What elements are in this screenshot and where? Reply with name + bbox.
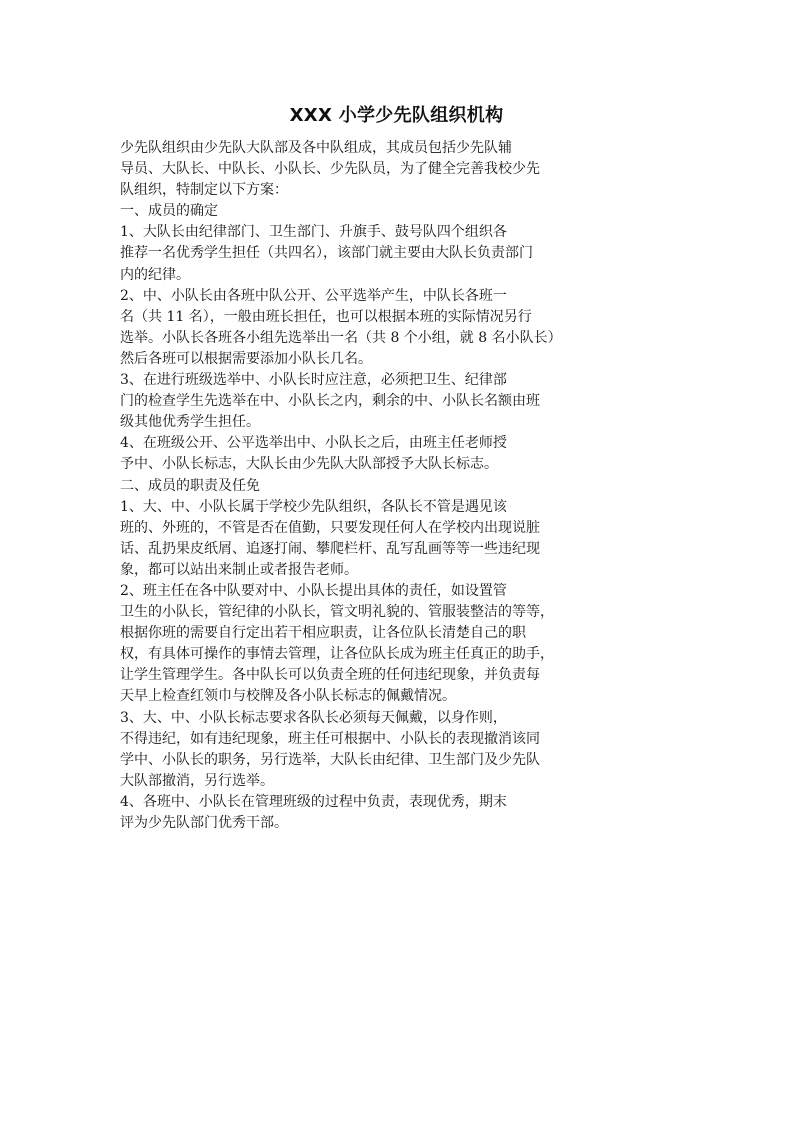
body-line: 天早上检查红领巾与校牌及各小队长标志的佩戴情况。: [120, 688, 456, 705]
body-line: 内的纪律。: [120, 266, 190, 283]
body-line: 卫生的小队长，管纪律的小队长，管文明礼貌的、管服装整洁的等等，: [120, 604, 554, 621]
body-line: 3、大、中、小队长标志要求各队长必须每天佩戴，以身作则，: [120, 709, 507, 726]
body-line: 话、乱扔果皮纸屑、追逐打闹、攀爬栏杆、乱写乱画等等一些违纪现: [120, 540, 540, 557]
body-line: 2、中、小队长由各班中队公开、公平选举产生，中队长各班一: [120, 287, 507, 304]
body-line: 大队部撤消，另行选举。: [120, 772, 274, 789]
body-line: 门的检查学生先选举在中、小队长之内，剩余的中、小队长名额由班: [120, 393, 540, 410]
body-line: 4、在班级公开、公平选举出中、小队长之后，由班主任老师授: [120, 435, 507, 452]
body-line: 推荐一名优秀学生担任（共四名），该部门就主要由大队长负责部门: [120, 245, 533, 262]
body-line: 让学生管理学生。各中队长可以负责全班的任何违纪现象，并负责每: [120, 667, 540, 684]
body-line: 1、大、中、小队长属于学校少先队组织，各队长不管是遇见该: [120, 498, 507, 515]
body-line: 根据你班的需要自行定出若干相应职责，让各位队长清楚自己的职: [120, 625, 526, 642]
section-heading: 一、成员的确定: [120, 203, 218, 220]
page-title: XXX 小学少先队组织机构: [289, 105, 504, 126]
body-line: 1、大队长由纪律部门、卫生部门、升旗手、鼓号队四个组织各: [120, 224, 507, 241]
body-line: 权，有具体可操作的事情去管理，让各位队长成为班主任真正的助手，: [120, 646, 554, 663]
body-line: 3、在进行班级选举中、小队长时应注意，必须把卫生、纪律部: [120, 372, 507, 389]
body-line: 名（共 11 名），一般由班长担任，也可以根据本班的实际情况另行: [120, 308, 532, 325]
body-line: 选举。小队长各班各小组先选举出一名（共 8 个小组，就 8 名小队长）: [120, 329, 562, 346]
section-heading: 二、成员的职责及任免: [120, 477, 260, 494]
body-line: 象，都可以站出来制止或者报告老师。: [120, 561, 358, 578]
body-line: 2、班主任在各中队要对中、小队长提出具体的责任，如设置管: [120, 582, 507, 599]
body-line: 4、各班中、小队长在管理班级的过程中负责，表现优秀，期末: [120, 793, 507, 810]
body-line: 学中、小队长的职务，另行选举，大队长由纪律、卫生部门及少先队: [120, 751, 540, 768]
body-line: 级其他优秀学生担任。: [120, 414, 260, 431]
body-line: 评为少先队部门优秀干部。: [120, 815, 288, 831]
body-line: 不得违纪，如有违纪现象，班主任可根据中、小队长的表现撤消该同: [120, 730, 540, 747]
body-line: 然后各班可以根据需要添加小队长几名。: [120, 350, 372, 367]
body-line: 班的、外班的，不管是否在值勤，只要发现任何人在学校内出现说脏: [120, 519, 540, 536]
body-line: 予中、小队长标志，大队长由少先队大队部授予大队长标志。: [120, 456, 498, 473]
document-body: [120, 138, 620, 834]
body-line: 队组织，特制定以下方案：: [120, 182, 288, 199]
body-line: 少先队组织由少先队大队部及各中队组成，其成员包括少先队辅: [120, 140, 512, 156]
body-line: 导员、大队长、中队长、小队长、少先队员，为了健全完善我校少先: [120, 161, 540, 178]
